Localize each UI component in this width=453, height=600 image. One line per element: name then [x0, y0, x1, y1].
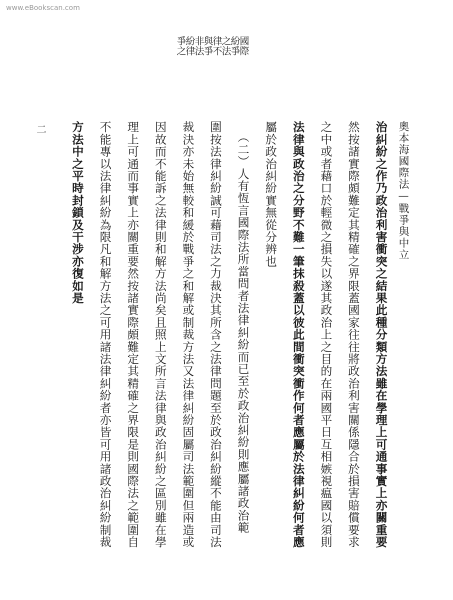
body-column: （二）人有恆言國際法所當問者法律糾紛而已至於政治糾紛則應屬諸政治範	[236, 131, 251, 534]
body-column: 治糾紛之作乃政治利害衝突之結果此種分類方法雖在學理上可通事實上亦關重要	[374, 121, 389, 548]
body-column: 屬於政治糾紛實無從分辨也	[264, 121, 279, 268]
body-column: 裁決亦未始無較和緩於戰爭之和解或制裁方法又法律糾紛固屬司法範圍但兩造或	[181, 121, 196, 548]
watermark: www.eBookscan.com	[6, 4, 80, 12]
side-note-line: 紛律	[183, 36, 195, 56]
side-note-line: 與爭	[201, 36, 213, 56]
side-note-line: 紛爭	[228, 36, 240, 56]
body-column: 理上可通而事實上亦關重要然按諸實際頗難定其精確之界限是則國際法之範圍自	[126, 121, 141, 548]
body-column: 之中或者藉口於輕微之損失以遂其政治上之目的在兩國平日互相嫉視瘟國以須則	[319, 121, 334, 548]
body-column: 因故而不能訴之法律則和解方法尚矣且照上文所言法律與政治糾紛之區別雖在學	[153, 121, 168, 548]
side-note-line: 國際	[237, 36, 249, 56]
page-number: 二	[34, 124, 45, 134]
side-note-line: 爭之	[174, 36, 186, 56]
body-column: 圍按法律糾紛誠可藉司法之力裁決其所含之法律問題至於政治糾紛縱不能由司法	[208, 121, 223, 548]
side-note-line: 律不	[210, 36, 222, 56]
side-note-line: 非法	[192, 36, 204, 56]
body-column: 方法中之平時封鎖及干涉亦復如是	[70, 121, 85, 304]
body-column: 然按諸實際頗難定其精確之界限蓋國家往往將政治利害關係隱合於損害賠償要求	[346, 121, 361, 548]
body-column: 不能專以法律糾紛為限凡和解方法之可用諸法律糾紛者亦皆可用諸政治糾紛制裁	[98, 121, 113, 548]
side-note-line: 之法	[219, 36, 231, 56]
running-title: 奧本海國際法—戰爭與中立	[397, 121, 410, 261]
body-column: 法律與政治之分野不難一筆抹殺蓋以彼此間衝突衝作何者應屬於法律糾紛何者應	[291, 121, 306, 548]
